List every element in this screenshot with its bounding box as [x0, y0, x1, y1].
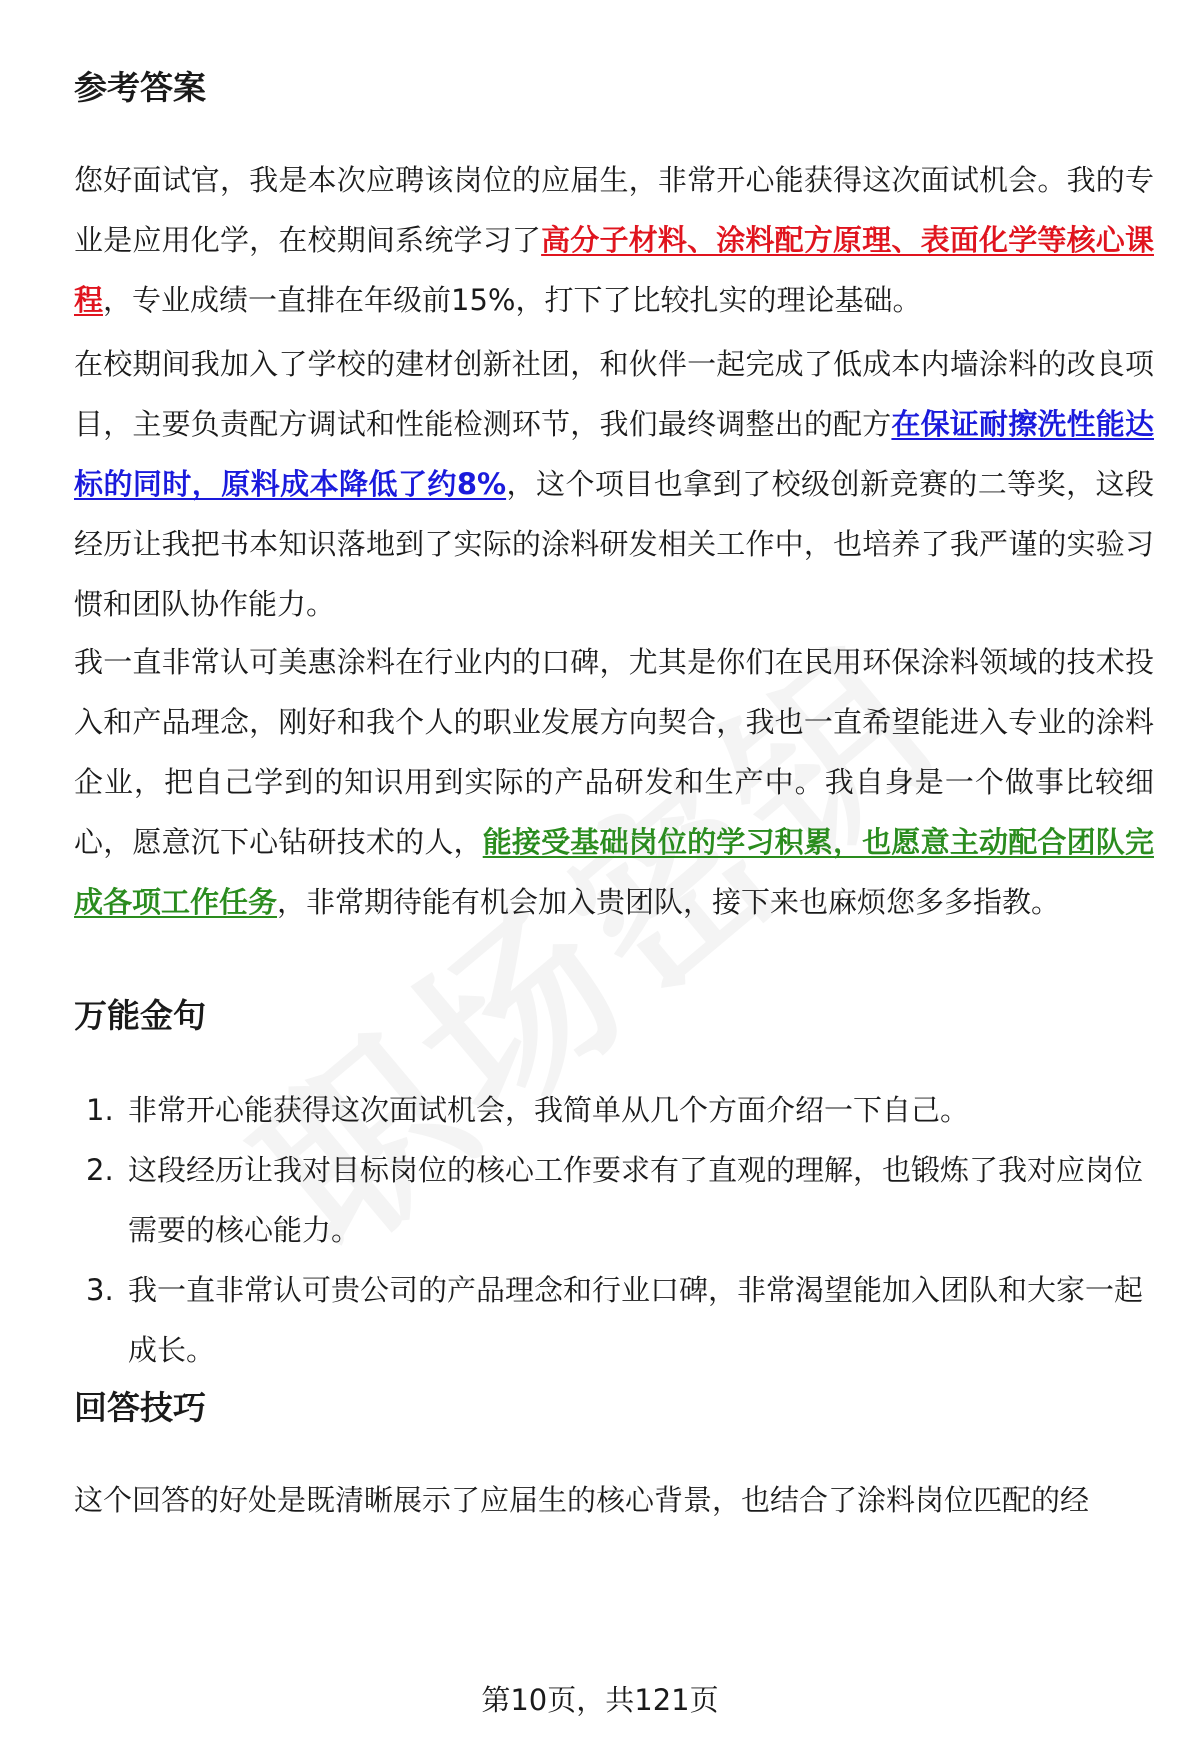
list-item: [74, 1140, 1154, 1260]
answer-paragraph-2: [74, 334, 1154, 634]
paragraph-text: ，专业成绩一直排在年级前15%，打下了比较扎实的理论基础。: [103, 283, 922, 317]
list-text: 这段经历让我对目标岗位的核心工作要求有了直观的理解，也锻炼了我对应岗位需要的核心能力。: [128, 1153, 1144, 1247]
list-item: [74, 1080, 1154, 1140]
highlight-attitude: 能接受基础岗位的学习积累，也愿意主动配合团队完成各项工作任务: [74, 825, 1154, 919]
list-number: 1.: [86, 1093, 114, 1127]
page-number: 第10页，共121页: [481, 1683, 719, 1717]
paragraph-text: ，非常期待能有机会加入贵团队，接下来也麻烦您多多指教。: [277, 885, 1061, 919]
heading-golden-sentences: 万能金句: [74, 996, 206, 1035]
paragraph-text: ，这个项目也拿到了校级创新竞赛的二等奖，这段经历让我把书本知识落地到了实际的涂料研发相关工作中，也培养了我严谨的实验习惯和团队协作能力。: [74, 467, 1154, 621]
paragraph-text: 我一直非常认可美惠涂料在行业内的口碑，尤其是你们在民用环保涂料领域的技术投入和产品理念，刚好和我个人的职业发展方向契合，我也一直希望能进入专业的涂料企业，把自己学到的知识用到实际的产品研发和生产中。我自身是一个做事比较细心，愿意沉下心钻研技术的人，: [74, 645, 1154, 859]
paragraph-text: 在校期间我加入了学校的建材创新社团，和伙伴一起完成了低成本内墙涂料的改良项目，主要负责配方调试和性能检测环节，我们最终调整出的配方: [74, 347, 1154, 441]
list-item: [74, 1260, 1154, 1380]
heading-reference-answer: 参考答案: [74, 68, 206, 107]
list-text: 我一直非常认可贵公司的产品理念和行业口碑，非常渴望能加入团队和大家一起成长。: [128, 1273, 1144, 1367]
list-number: 3.: [86, 1273, 114, 1307]
paragraph-text: 您好面试官，我是本次应聘该岗位的应届生，非常开心能获得这次面试机会。我的专业是应用化学，在校期间系统学习了: [74, 163, 1154, 257]
list-text: 非常开心能获得这次面试机会，我简单从几个方面介绍一下自己。: [128, 1093, 970, 1127]
golden-sentences-list: [74, 1080, 1154, 1380]
list-number: 2.: [86, 1153, 114, 1187]
heading-answer-tips: 回答技巧: [74, 1388, 206, 1427]
answer-paragraph-1: [74, 150, 1154, 330]
highlight-project-result: 在保证耐擦洗性能达标的同时，原料成本降低了约8%: [74, 407, 1154, 501]
tips-paragraph: 这个回答的好处是既清晰展示了应届生的核心背景，也结合了涂料岗位匹配的经: [74, 1483, 1090, 1517]
answer-paragraph-3: [74, 632, 1154, 932]
highlight-courses: 高分子材料、涂料配方原理、表面化学等核心课程: [74, 223, 1154, 317]
